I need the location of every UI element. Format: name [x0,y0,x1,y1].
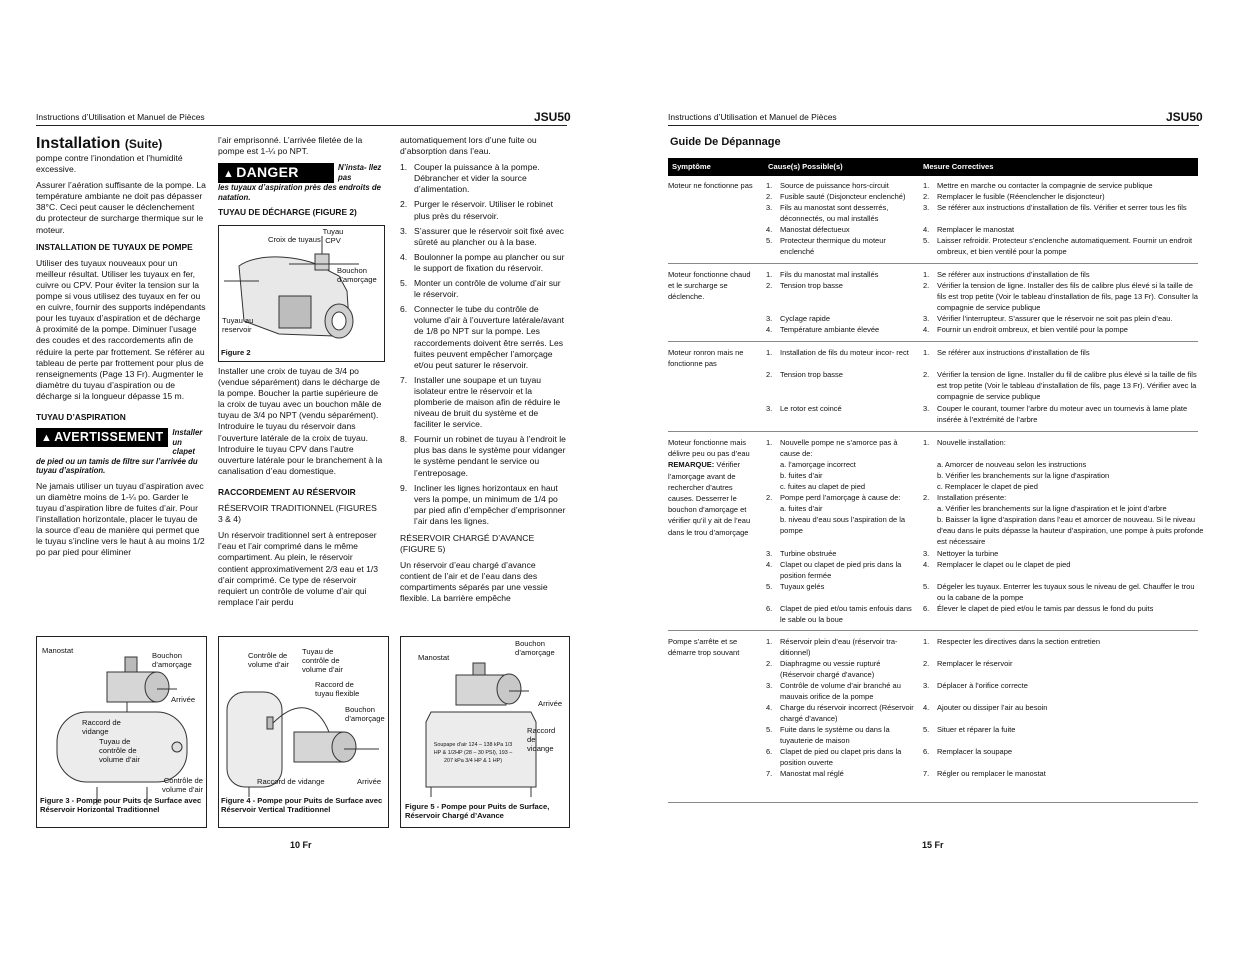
left-column-2-continued [218,366,383,613]
fig2-label-cross: Croix de tuyaus [268,235,321,244]
item-text: Clapet de pied et/ou tamis enfouis dans le sable ou la boue [780,604,912,625]
item-text: a. Vérifier les branchements sur la ligne d’aspiration et le joint d’arbre [937,504,1167,513]
symptom-note-label: REMARQUE: [668,460,715,470]
cause-item [766,581,914,592]
fig5-label-prime-plug: Bouchon d’amorçage [515,639,555,657]
remedy-item [923,658,1198,669]
item-number: 5. [766,725,773,734]
item-number: 2. [923,192,930,201]
symptom-text: Pompe s’arrête et se démarre trop souvant [668,637,740,658]
cause-item [766,636,914,658]
left-column-2 [218,135,383,223]
section-heading: TUYAU DE DÉCHARGE (FIGURE 2) [218,207,357,218]
table-row [668,269,1198,343]
symptom-text: Moteur ne fonctionne pas [668,181,753,190]
item-text: Clapet de pied ou clapet pris dans la position ouverte [780,747,902,768]
paragraph: Un réservoir traditionnel sert à entreposer l’eau et l’air comprimé dans le même compartiment. Au plein, le réservoir contient approximativement 2/3 eau et 1/3 d’air comprimé. Ce type de réservoir requiert un contrôle de volume d’air qui remplace l’air perdu [218,530,379,607]
fig3-label-drain: Raccord de vidange [82,718,121,736]
cause-item [766,481,928,492]
remedy-item [923,559,1198,570]
paragraph: Ne jamais utiliser un tuyau d’aspiration avec un diamètre moins de 1-¼ po. Garder le tuyau d’aspiration libre de fuites d’air. Pour l’installation horizontale, placer le tuyau de la source d’eau de manière qui permet que le tuyau s’incline vers le haut à au moins 1/2 po par pied pour éliminer [36,480,205,558]
remedy-item [923,603,1198,614]
step-text: Incliner les lignes horizontaux en haut vers la pompe, un minimum de 1/4 po par pied afin d’empêcher d’emprisonner l’air dans les lignes. [414,482,566,526]
item-number: 3. [923,549,930,558]
step-list [400,162,567,527]
remedy-item [923,481,1212,492]
item-number: 1. [923,181,930,190]
fig4-label-flex-fitting: Raccord de tuyau flexible [315,680,360,698]
item-number: 3. [766,203,773,212]
item-text: Réservoir plein d’eau (réservoir tra- ditionnel) [780,637,898,658]
item-text: Tuyaux gelés [780,582,825,591]
remedy-item [923,702,1198,713]
cause-item [766,548,914,559]
step-item [400,252,567,274]
fig4-label-avc: Contrôle de volume d’air [248,651,289,669]
item-number: 4. [766,703,773,712]
item-text: Élever le clapet de pied et/ou le tamis par dessus le fond du puits [937,604,1154,613]
cause-item [766,603,914,625]
cause-item [766,459,928,470]
table-row [668,347,1198,433]
row-divider [668,263,1198,264]
item-text: Remplacer le fusible (Réenclencher le disjoncteur) [937,192,1105,201]
remedy-item [923,581,1198,603]
item-text: Cyclage rapide [780,314,831,323]
fig3-label-avc: Contrôle de volume d’air [162,776,203,794]
item-number: 2. [923,281,930,290]
item-number: 3. [923,203,930,212]
item-number: 3. [766,681,773,690]
step-text: Purger le réservoir. Utiliser le robinet plus près du réservoir. [414,199,553,221]
item-number: 5. [766,236,773,245]
cause-item [766,269,914,280]
item-number: 1. [923,348,930,357]
item-text: b. Baisser la ligne d’aspiration dans l’eau et amorcer de nouveau. Si le niveau d’eau dans le puits dépasse la hauteur d’aspiration, une pompe à puits profonde est nécessaire [937,515,1204,547]
step-number: 3. [400,225,408,236]
page-heading: Installation (Suite) [36,135,163,152]
left-header-rule [36,125,567,126]
cause-item [766,202,914,224]
right-header-model: JSU50 [1166,110,1203,124]
row-divider [668,802,1198,803]
cause-item [766,559,914,581]
cause-item [766,191,914,202]
left-column-1 [36,135,206,563]
cause-item [766,503,928,514]
item-text: Se référer aux instructions d’installation de fils. Vérifier et serrer tous les fils [937,203,1187,212]
item-text: Déplacer à l’orifice correcte [937,681,1028,690]
section-heading: RACCORDEMENT AU RÉSERVOIR [218,486,356,497]
cause-item [766,724,914,746]
item-text: Ajouter ou dissiper l’air au besoin [937,703,1048,712]
danger-text: les tuyaux d’aspiration près des endroits de natation. [218,183,381,202]
item-number: 4. [923,225,930,234]
warning-triangle-icon: ▲ [223,168,235,181]
fig2-label-prime-plug: Bouchon d’amorçage [337,266,377,284]
left-header-model: JSU50 [534,110,571,124]
item-number: 1. [766,637,773,646]
remedy-item [923,514,1212,548]
item-number: 3. [923,314,930,323]
step-text: Fournir un robinet de tuyau à l’endroit le plus bas dans le système pour vidanger le système pendant le service ou l’entreposage. [414,434,566,478]
item-number: 4. [766,325,773,334]
item-text: Situer et réparer la fuite [937,725,1016,734]
item-text: Se référer aux instructions d’installation de fils [937,348,1090,357]
figure-2 [218,225,385,362]
item-text: Dégeler les tuyaux. Enterrer les tuyaux sous le niveau de gel. Chauffer le trou ou la cabane de la pompe [937,582,1195,603]
remedy-item [923,636,1198,647]
fig3-label-inlet: Arrivée [171,695,196,704]
cause-item [766,403,914,414]
remedy-item [923,280,1198,314]
remedy-item [923,548,1198,559]
step-item [400,375,567,430]
step-text: S’assurer que le réservoir soit fixé avec sûreté au plancher ou à la base. [414,225,564,247]
item-text: Mettre en marche ou contacter la compagnie de service publique [937,181,1153,190]
item-number: 1. [923,637,930,646]
symptom-cell [668,269,754,303]
item-number: 6. [766,604,773,613]
col-header-causes: Cause(s) Possible(s) [768,162,843,171]
fig3-caption: Figure 3 - Pompe pour Puits de Surface avec Réservoir Horizontal Traditionnel [40,796,202,814]
symptom-cell [668,636,754,658]
right-header-rule [668,125,1199,126]
remedy-item [923,202,1198,213]
item-number: 3. [923,404,930,413]
step-number: 1. [400,162,408,173]
item-text: Fils au manostat sont desserrés, déconnectés, ou mal installés [780,203,889,224]
item-text: Diaphragme ou vessie rupturé (Réservoir chargé d’avance) [780,659,881,680]
warning-text: de pied ou un tamis de filtre sur l’arrivée du tuyau d’aspiration. [36,456,198,476]
item-number: 1. [766,438,773,447]
step-item [400,162,567,195]
item-number: 5. [923,725,930,734]
table-row [668,437,1204,632]
step-text: Couper la puissance à la pompe. Débrancher et vider la source d’alimentation. [414,162,540,195]
item-text: Charge du réservoir incorrect (Réservoir chargé d’avance) [780,703,914,724]
step-number: 8. [400,434,408,445]
item-number: 5. [766,582,773,591]
step-text: Connecter le tube du contrôle de volume d’air à l’ouverture latérale/avant de 1/8 po NPT sur la pompe. Les raccordements doivent être serrés. Les fuites peuvent empêcher l’amorçage et/ou peut saturer le réservoir. [414,304,564,370]
cause-item [766,313,914,324]
item-text: Fuite dans le système ou dans la tuyauterie de maison [780,725,890,746]
remedy-item [923,459,1212,470]
item-number: 6. [766,747,773,756]
pump-discharge-illustration [219,226,384,361]
item-text: c. fuites au clapet de pied [780,482,866,491]
paragraph: Un réservoir d’eau chargé d’avance contient de l’air et de l’eau dans des compartiments séparés par une vessie flexible. La barrière empêche [400,560,548,604]
subheading: RÉSERVOIR CHARGÉ D’AVANCE (FIGURE 5) [400,533,535,555]
subheading: RÉSERVOIR TRADITIONNEL (FIGURES 3 & 4) [218,503,377,525]
item-text: Remplacer le clapet ou le clapet de pied [937,560,1071,569]
item-number: 7. [766,769,773,778]
right-header-title: Instructions d’Utilisation et Manuel de Pièces [668,112,837,122]
table-row [668,636,1198,804]
left-column-3 [400,135,567,610]
fig3-label-avc-tube: Tuyau de contrôle de volume d’air [99,737,140,764]
remedy-item [923,235,1198,257]
cause-item [766,492,914,503]
step-text: Installer une soupape et un tuyau isolateur entre le réservoir et la plomberie de maison afin de réduire le niveau de bruit du système et de faciliter le service. [414,374,561,430]
step-number: 2. [400,199,408,210]
step-number: 6. [400,304,408,315]
table-row [668,180,1198,265]
cause-item [766,702,914,724]
danger-side-text: N’insta- llez pas [338,163,382,182]
item-text: Vérifier la tension de ligne. Installer du fil de calibre plus élevé si la taille de fils est trop petite (Voir le tableau d’installation de fils, page 13 Fr). Vérifier avec la compagnie de service publique [937,370,1197,402]
warning-triangle-icon: ▲ [41,432,53,445]
step-item [400,434,567,478]
remedy-item [923,369,1198,403]
item-text: Se référer aux instructions d’installation de fils [937,270,1090,279]
fig5-label-drain: Raccord de vidange [527,726,556,753]
cause-item [766,369,914,380]
item-number: 3. [766,314,773,323]
fig3-label-pressure-switch: Manostat [42,646,74,655]
fig2-caption: Figure 2 [221,348,251,357]
item-text: Remplacer le réservoir [937,659,1013,668]
step-number: 5. [400,278,408,289]
item-text: Vérifier la tension de ligne. Installer des fils de calibre plus élevé si la taille de fils est trop petite (Voir le tableau d’installation de fils, page 13 Fr). Consulter la compagnie de service publique [937,281,1198,313]
item-number: 4. [766,225,773,234]
fig2-label-pvc: Tuyau CPV [322,227,344,245]
item-text: Manostat défectueux [780,225,850,234]
remedy-item [923,503,1212,514]
row-divider [668,341,1198,342]
fig5-label-inlet: Arrivée [538,699,563,708]
paragraph: Assurer l’aération suffisante de la pompe. La température ambiante ne doit pas dépasser 38°C. Ceci peut causer le déclenchement du protecteur de surcharge thermique sur le moteur. [36,180,206,235]
section-heading: INSTALLATION DE TUYAUX DE POMPE [36,241,193,252]
row-divider [668,431,1198,432]
remedy-item [923,347,1198,358]
right-page-number: 15 Fr [922,840,944,850]
item-text: Fils du manostat mal installés [780,270,879,279]
item-text: Fournir un endroit ombreux, et bien ventilé pour la pompe [937,325,1128,334]
item-text: c. Remplacer le clapet de pied [937,482,1038,491]
remedy-item [923,313,1198,324]
fig4-label-avc-tube: Tuyau de contrôle de volume d’air [302,647,343,674]
item-text: Remplacer le manostat [937,225,1015,234]
item-text: Fusible sauté (Disjoncteur enclenché) [780,192,906,201]
cause-item [766,746,914,768]
item-text: b. fuites d’air [780,471,823,480]
item-number: 4. [766,560,773,569]
remedy-item [923,724,1198,735]
remedy-item [923,746,1198,757]
paragraph: Installer une croix de tuyau de 3/4 po (vendue séparément) dans le décharge de la pompe. Boucher la partie supérieure de la croix de tuyau avec un bouchon mâle de tuyau de 3/4 po NPT (vendu séparément). Introduire le tuyau du réservoir dans l’ouverture latérale de la croix de tuyau. Introduire le tuyau CPV dans l’autre ouverture latérale pour le branchement à la canalisation d’eau domestique. [218,366,383,476]
symptom-cell [668,437,754,538]
warning-side-text: Installer un clapet [172,428,203,457]
item-number: 1. [923,438,930,447]
item-number: 2. [923,370,930,379]
item-number: 1. [923,270,930,279]
item-number: 2. [766,370,773,379]
item-number: 5. [923,582,930,591]
paragraph: automatiquement lors d’une fuite ou d’absorption dans l’eau. [400,135,537,157]
cause-item [766,324,914,335]
item-number: 2. [923,659,930,668]
fig5-caption: Figure 5 - Pompe pour Puits de Surface, Réservoir Chargé d’Avance [405,802,550,820]
remedy-item [923,224,1198,235]
item-text: Installation de fils du moteur incor- rect [780,348,909,357]
remedy-item [923,269,1198,280]
step-number: 4. [400,251,408,262]
item-text: Couper le courant, tourner l’arbre du moteur avec un tournevis à lame plate insérée à l’extrémité de l’arbre [937,404,1188,425]
fig4-caption: Figure 4 - Pompe pour Puits de Surface avec Réservoir Vertical Traditionnel [221,796,383,814]
item-number: 4. [923,325,930,334]
item-text: Protecteur thermique du moteur enclenché [780,236,886,257]
item-text: a. l’amorçage incorrect [780,460,856,469]
item-text: Clapet ou clapet de pied pris dans la position fermée [780,560,902,581]
troubleshooting-heading: Guide De Dépannage [670,136,781,148]
danger-notice [218,163,383,183]
item-text: Nettoyer la turbine [937,549,999,558]
item-text: b. niveau d’eau sous l’aspiration de la pompe [780,515,906,536]
item-number: 2. [766,192,773,201]
cause-item [766,680,914,702]
fig2-label-tank-pipe: Tuyau au reservoir [222,316,254,334]
remedy-item [923,492,1198,503]
symptom-text: Moteur ronron mais ne fonctionne pas [668,348,744,369]
item-text: Tension trop basse [780,370,843,379]
step-number: 7. [400,374,408,385]
item-text: Vérifier l’interrupteur. S’assurer que le réservoir ne soit pas plein d’eau. [937,314,1173,323]
symptom-text: Moteur fonctionne mais délivre peu ou pas d’eau [668,438,750,459]
fig3-label-prime-plug: Bouchon d’amorçage [152,651,192,669]
remedy-item [923,324,1198,335]
remedy-item [923,470,1212,481]
item-text: Pompe perd l’amorçage à cause de: [780,493,901,502]
item-number: 7. [923,769,930,778]
item-text: Remplacer la soupape [937,747,1013,756]
remedy-item [923,437,1198,448]
cause-item [766,658,914,680]
paragraph: Utiliser des tuyaux nouveaux pour un meilleur résultat. Utiliser les tuyaux en fer, cuivre ou CPV. Pour éviter la tension sur la pompe si vous utilisez des tuyaux en fer ou en cuivre, fournir des supports indépendants pour les tuyaux d’aspiration et de décharge à proximité de la pompe. Diminuer l’usage des coudes et des raccordements afin de réduire la perte par frottement. Se référer au tableau de perte par frottement pour plus de renseignements (Page 13 Fr). Augmenter le diamètre du tuyau d’aspiration ou de décharge si la longueur dépasse 15 m. [36,257,206,401]
col-header-remedies: Mesure Correctives [923,162,994,171]
step-text: Monter un contrôle de volume d’air sur le réservoir. [414,278,561,300]
item-number: 2. [766,659,773,668]
symptom-note-text: Vérifier l’amorçage avant de rechercher d’autres causes. Desserrer le bouchon d’amorçage et vérifier qu’il y ait de l’eau dans le trou d’amorçage [668,460,751,537]
left-header-title: Instructions d’Utilisation et Manuel de Pièces [36,112,205,122]
symptom-cell [668,180,754,191]
remedy-item [923,180,1198,191]
step-item [400,483,567,527]
symptom-text: Moteur fonctionne chaud et le surcharge se déclenche. [668,270,751,302]
cause-item [766,514,928,536]
step-item [400,226,567,248]
remedy-item [923,680,1198,691]
item-number: 5. [923,236,930,245]
item-number: 3. [766,549,773,558]
symptom-cell [668,347,754,369]
col-header-symptom: Symptôme [672,162,711,171]
item-text: Manostat mal réglé [780,769,844,778]
step-item [400,278,567,300]
step-text: Boulonner la pompe au plancher ou sur le support de fixation du réservoir. [414,251,565,273]
item-number: 3. [923,681,930,690]
cause-item [766,280,914,291]
item-text: Régler ou remplacer le manostat [937,769,1046,778]
danger-badge: ▲ DANGER [218,163,334,183]
warning-badge: ▲ AVERTISSEMENT [36,428,168,447]
item-text: Le rotor est coincé [780,404,842,413]
item-number: 1. [766,270,773,279]
fig4-label-drain: Raccord de vidange [257,777,325,786]
warning-notice [36,428,206,457]
item-number: 1. [766,181,773,190]
row-divider [668,630,1198,631]
item-text: a. Amorcer de nouveau selon les instructions [937,460,1087,469]
fig4-label-prime-plug: Bouchon d’amorçage [345,705,385,723]
step-item [400,199,567,221]
section-heading: TUYAU D’ASPIRATION [36,411,126,422]
cause-item [766,347,914,358]
item-text: b. Vérifier les branchements sur la ligne d’aspiration [937,471,1110,480]
item-text: Nouvelle pompe ne s’amorce pas à cause de: [780,438,898,459]
item-number: 2. [766,281,773,290]
cause-item [766,235,914,257]
item-text: Contrôle de volume d’air branché au mauvais orifice de la pompe [780,681,901,702]
item-number: 1. [766,348,773,357]
cause-item [766,224,914,235]
item-number: 4. [923,703,930,712]
paragraph: l’air emprisonné. L’arrivée filetée de la pompe est 1-¼ po NPT. [218,135,363,157]
fig5-valve-text: Soupape d’air 124 – 138 kPa 1/3 HP & 1/2HP (28 – 30 PSI), 193 – 207 kPa 3/4 HP & 1 HP) [433,742,513,764]
fig4-label-inlet: Arrivée [357,777,382,786]
item-text: Installation présente: [937,493,1007,502]
item-number: 4. [923,560,930,569]
left-page-number: 10 Fr [290,840,312,850]
item-number: 2. [923,493,930,502]
item-number: 3. [766,404,773,413]
remedy-item [923,768,1198,779]
item-text: Température ambiante élevée [780,325,880,334]
cause-item [766,768,914,779]
step-number: 9. [400,482,408,493]
cause-item [766,470,928,481]
item-number: 6. [923,604,930,613]
item-text: Laisser refroidir. Protecteur s’enclenche automatiquement. Fournir un endroit ombreux, et bien ventilé pour la pompe [937,236,1193,257]
item-text: Nouvelle installation: [937,438,1006,447]
item-text: Turbine obstruée [780,549,837,558]
item-number: 6. [923,747,930,756]
remedy-item [923,191,1198,202]
cause-item [766,437,914,459]
item-number: 2. [766,493,773,502]
cause-item [766,180,914,191]
table-header [668,158,1198,176]
step-item [400,304,567,371]
item-text: Tension trop basse [780,281,843,290]
item-text: Respecter les directives dans la section entretien [937,637,1101,646]
fig5-label-pressure-switch: Manostat [418,653,450,662]
paragraph: pompe contre l’inondation et l’humidité excessive. [36,153,183,175]
remedy-item [923,403,1198,425]
item-text: Source de puissance hors-circuit [780,181,889,190]
item-text: a. fuites d’air [780,504,823,513]
